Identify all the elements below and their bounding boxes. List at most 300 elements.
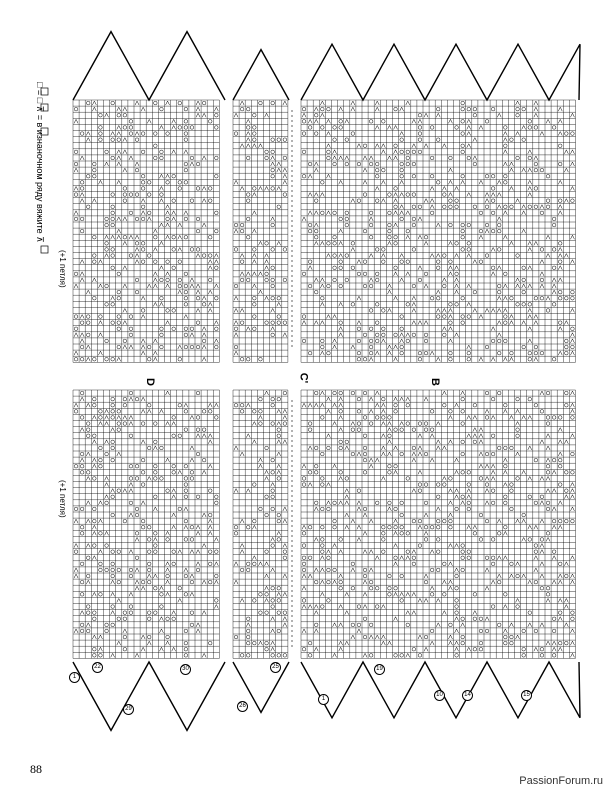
yarn-over-symbol — [424, 428, 428, 432]
yarn-over-symbol — [93, 654, 97, 658]
decrease-symbol — [528, 623, 532, 627]
yarn-over-symbol — [351, 452, 355, 456]
decrease-symbol — [277, 162, 281, 166]
yarn-over-symbol — [382, 260, 386, 264]
watermark: PassionForum.ru — [519, 775, 603, 787]
decrease-symbol — [166, 592, 170, 596]
decrease-symbol — [503, 458, 507, 462]
decrease-symbol — [351, 101, 355, 105]
decrease-symbol — [320, 568, 324, 572]
decrease-symbol — [503, 357, 507, 361]
decrease-symbol — [74, 629, 78, 633]
yarn-over-symbol — [345, 162, 349, 166]
decrease-symbol — [159, 266, 163, 270]
decrease-symbol — [339, 302, 343, 306]
yarn-over-symbol — [333, 278, 337, 282]
decrease-symbol — [528, 446, 532, 450]
decrease-symbol — [442, 611, 446, 615]
decrease-symbol — [558, 107, 562, 111]
yarn-over-symbol — [473, 440, 477, 444]
yarn-over-symbol — [147, 345, 151, 349]
decrease-symbol — [308, 446, 312, 450]
decrease-symbol — [497, 333, 501, 337]
yarn-over-symbol — [271, 605, 275, 609]
yarn-over-symbol — [375, 586, 379, 590]
yarn-over-symbol — [154, 611, 158, 615]
yarn-over-symbol — [504, 403, 508, 407]
yarn-over-symbol — [491, 229, 495, 233]
yarn-over-symbol — [246, 156, 250, 160]
yarn-over-symbol — [147, 550, 151, 554]
yarn-over-symbol — [208, 187, 212, 191]
decrease-symbol — [129, 550, 133, 554]
yarn-over-symbol — [196, 391, 200, 395]
decrease-symbol — [394, 562, 398, 566]
yarn-over-symbol — [473, 532, 477, 536]
yarn-over-symbol — [363, 574, 367, 578]
decrease-symbol — [339, 574, 343, 578]
decrease-symbol — [111, 235, 115, 239]
decrease-symbol — [564, 199, 568, 203]
decrease-symbol — [314, 321, 318, 325]
yarn-over-symbol — [271, 403, 275, 407]
decrease-symbol — [406, 397, 410, 401]
yarn-over-symbol — [129, 254, 133, 258]
decrease-symbol — [308, 574, 312, 578]
decrease-symbol — [412, 458, 416, 462]
decrease-symbol — [424, 647, 428, 651]
yarn-over-symbol — [412, 284, 416, 288]
yarn-over-symbol — [491, 397, 495, 401]
yarn-over-symbol — [265, 611, 269, 615]
yarn-over-symbol — [565, 132, 569, 136]
decrease-symbol — [448, 308, 452, 312]
decrease-symbol — [400, 556, 404, 560]
decrease-symbol — [394, 199, 398, 203]
decrease-symbol — [333, 580, 337, 584]
decrease-symbol — [528, 247, 532, 251]
decrease-symbol — [105, 495, 109, 499]
yarn-over-symbol — [424, 235, 428, 239]
decrease-symbol — [172, 489, 176, 493]
yarn-over-symbol — [184, 303, 188, 307]
decrease-symbol — [570, 351, 574, 355]
decrease-symbol — [271, 162, 275, 166]
yarn-over-symbol — [265, 550, 269, 554]
decrease-symbol — [394, 296, 398, 300]
decrease-symbol — [455, 641, 459, 645]
yarn-over-symbol — [240, 410, 244, 414]
decrease-symbol — [418, 235, 422, 239]
yarn-over-symbol — [80, 525, 84, 529]
decrease-symbol — [111, 132, 115, 136]
yarn-over-symbol — [400, 217, 404, 221]
yarn-over-symbol — [528, 611, 532, 615]
yarn-over-symbol — [277, 519, 281, 523]
chart-grid-panel — [301, 390, 576, 658]
decrease-symbol — [522, 125, 526, 129]
decrease-symbol — [430, 586, 434, 590]
yarn-over-symbol — [571, 519, 575, 523]
yarn-over-symbol — [461, 410, 465, 414]
yarn-over-symbol — [467, 242, 471, 246]
yarn-over-symbol — [271, 321, 275, 325]
yarn-over-symbol — [394, 464, 398, 468]
yarn-over-symbol — [412, 562, 416, 566]
yarn-over-symbol — [111, 156, 115, 160]
yarn-over-symbol — [467, 156, 471, 160]
decrease-symbol — [522, 537, 526, 541]
decrease-symbol — [363, 550, 367, 554]
yarn-over-symbol — [111, 223, 115, 227]
yarn-over-symbol — [184, 410, 188, 414]
decrease-symbol — [436, 623, 440, 627]
decrease-symbol — [564, 495, 568, 499]
decrease-symbol — [339, 403, 343, 407]
decrease-symbol — [92, 525, 96, 529]
yarn-over-symbol — [141, 187, 145, 191]
decrease-symbol — [326, 211, 330, 215]
decrease-symbol — [455, 470, 459, 474]
yarn-over-symbol — [455, 605, 459, 609]
yarn-over-symbol — [166, 278, 170, 282]
decrease-symbol — [387, 308, 391, 312]
decrease-symbol — [202, 357, 206, 361]
decrease-symbol — [351, 422, 355, 426]
decrease-symbol — [485, 617, 489, 621]
yarn-over-symbol — [424, 525, 428, 529]
yarn-over-symbol — [540, 211, 544, 215]
decrease-symbol — [98, 501, 102, 505]
yarn-over-symbol — [271, 296, 275, 300]
decrease-symbol — [202, 513, 206, 517]
decrease-symbol — [141, 211, 145, 215]
decrease-symbol — [345, 611, 349, 615]
yarn-over-symbol — [534, 403, 538, 407]
decrease-symbol — [564, 598, 568, 602]
yarn-over-symbol — [375, 339, 379, 343]
yarn-over-symbol — [528, 205, 532, 209]
decrease-symbol — [339, 647, 343, 651]
yarn-over-symbol — [497, 248, 501, 252]
yarn-over-symbol — [184, 107, 188, 111]
decrease-symbol — [418, 452, 422, 456]
yarn-over-symbol — [253, 126, 257, 130]
yarn-over-symbol — [184, 327, 188, 331]
yarn-over-symbol — [215, 495, 219, 499]
yarn-over-symbol — [571, 611, 575, 615]
yarn-over-symbol — [339, 580, 343, 584]
decrease-symbol — [196, 308, 200, 312]
decrease-symbol — [503, 483, 507, 487]
yarn-over-symbol — [430, 593, 434, 597]
yarn-over-symbol — [253, 113, 257, 117]
decrease-symbol — [208, 525, 212, 529]
decrease-symbol — [570, 162, 574, 166]
yarn-over-symbol — [388, 464, 392, 468]
decrease-symbol — [178, 235, 182, 239]
decrease-symbol — [430, 351, 434, 355]
yarn-over-symbol — [363, 458, 367, 462]
yarn-over-symbol — [327, 446, 331, 450]
decrease-symbol — [345, 119, 349, 123]
decrease-symbol — [117, 107, 121, 111]
decrease-symbol — [314, 403, 318, 407]
yarn-over-symbol — [327, 242, 331, 246]
yarn-over-symbol — [369, 339, 373, 343]
yarn-over-symbol — [80, 132, 84, 136]
yarn-over-symbol — [357, 410, 361, 414]
decrease-symbol — [394, 211, 398, 215]
decrease-symbol — [522, 229, 526, 233]
decrease-symbol — [184, 507, 188, 511]
yarn-over-symbol — [552, 248, 556, 252]
yarn-over-symbol — [314, 290, 318, 294]
decrease-symbol — [153, 247, 157, 251]
yarn-over-symbol — [93, 260, 97, 264]
decrease-symbol — [442, 278, 446, 282]
decrease-symbol — [159, 302, 163, 306]
yarn-over-symbol — [86, 333, 90, 337]
stitch-increase-note-bottom: (+1 петля) — [58, 480, 67, 518]
decrease-symbol — [333, 315, 337, 319]
decrease-symbol — [339, 641, 343, 645]
yarn-over-symbol — [412, 217, 416, 221]
decrease-symbol — [394, 544, 398, 548]
yarn-over-symbol — [141, 242, 145, 246]
chart-grid-panel — [73, 100, 219, 362]
decrease-symbol — [406, 235, 410, 239]
yarn-over-symbol — [424, 483, 428, 487]
decrease-symbol — [314, 605, 318, 609]
yarn-over-symbol — [418, 357, 422, 361]
decrease-symbol — [265, 260, 269, 264]
yarn-over-symbol — [321, 126, 325, 130]
yarn-over-symbol — [510, 562, 514, 566]
decrease-symbol — [436, 446, 440, 450]
yarn-over-symbol — [351, 242, 355, 246]
decrease-symbol — [117, 217, 121, 221]
decrease-symbol — [485, 199, 489, 203]
yarn-over-symbol — [246, 568, 250, 572]
decrease-symbol — [135, 162, 139, 166]
yarn-over-symbol — [129, 211, 133, 215]
decrease-symbol — [418, 321, 422, 325]
decrease-symbol — [308, 266, 312, 270]
decrease-symbol — [558, 327, 562, 331]
yarn-over-symbol — [467, 351, 471, 355]
yarn-over-symbol — [190, 538, 194, 542]
decrease-symbol — [522, 519, 526, 523]
yarn-over-symbol — [504, 272, 508, 276]
decrease-symbol — [558, 452, 562, 456]
decrease-symbol — [570, 641, 574, 645]
yarn-over-symbol — [546, 464, 550, 468]
decrease-symbol — [467, 132, 471, 136]
yarn-over-symbol — [418, 126, 422, 130]
yarn-over-symbol — [394, 586, 398, 590]
yarn-over-symbol — [240, 229, 244, 233]
decrease-symbol — [135, 260, 139, 264]
yarn-over-symbol — [74, 107, 78, 111]
yarn-over-symbol — [208, 410, 212, 414]
decrease-symbol — [394, 156, 398, 160]
decrease-symbol — [381, 446, 385, 450]
yarn-over-symbol — [277, 538, 281, 542]
yarn-over-symbol — [271, 495, 275, 499]
yarn-over-symbol — [369, 654, 373, 658]
yarn-over-symbol — [86, 471, 90, 475]
yarn-over-symbol — [528, 303, 532, 307]
yarn-over-symbol — [86, 629, 90, 633]
yarn-over-symbol — [357, 623, 361, 627]
decrease-symbol — [503, 138, 507, 142]
yarn-over-symbol — [461, 315, 465, 319]
decrease-symbol — [196, 629, 200, 633]
decrease-symbol — [570, 507, 574, 511]
yarn-over-symbol — [455, 272, 459, 276]
yarn-over-symbol — [86, 574, 90, 578]
decrease-symbol — [491, 357, 495, 361]
decrease-symbol — [283, 101, 287, 105]
yarn-over-symbol — [265, 647, 269, 651]
decrease-symbol — [214, 284, 218, 288]
yarn-over-symbol — [208, 562, 212, 566]
yarn-over-symbol — [202, 339, 206, 343]
yarn-over-symbol — [283, 654, 287, 658]
decrease-symbol — [172, 647, 176, 651]
decrease-symbol — [424, 574, 428, 578]
decrease-symbol — [271, 308, 275, 312]
decrease-symbol — [509, 186, 513, 190]
yarn-over-symbol — [271, 333, 275, 337]
yarn-over-symbol — [160, 296, 164, 300]
decrease-symbol — [546, 537, 550, 541]
yarn-over-symbol — [516, 434, 520, 438]
yarn-over-symbol — [93, 357, 97, 361]
yarn-over-symbol — [129, 477, 133, 481]
decrease-symbol — [326, 409, 330, 413]
yarn-over-symbol — [105, 629, 109, 633]
yarn-over-symbol — [443, 403, 447, 407]
decrease-symbol — [540, 440, 544, 444]
yarn-over-symbol — [400, 150, 404, 154]
decrease-symbol — [265, 476, 269, 480]
decrease-symbol — [141, 345, 145, 349]
decrease-symbol — [375, 125, 379, 129]
yarn-over-symbol — [308, 284, 312, 288]
decrease-symbol — [246, 132, 250, 136]
decrease-symbol — [369, 409, 373, 413]
yarn-over-symbol — [74, 150, 78, 154]
yarn-over-symbol — [93, 434, 97, 438]
decrease-symbol — [528, 193, 532, 197]
decrease-symbol — [153, 339, 157, 343]
yarn-over-symbol — [80, 623, 84, 627]
yarn-over-symbol — [147, 181, 151, 185]
yarn-over-symbol — [277, 205, 281, 209]
yarn-over-symbol — [479, 211, 483, 215]
decrease-symbol — [345, 513, 349, 517]
yarn-over-symbol — [265, 156, 269, 160]
decrease-symbol — [516, 132, 520, 136]
yarn-over-symbol — [552, 629, 556, 633]
decrease-symbol — [240, 101, 244, 105]
decrease-symbol — [558, 428, 562, 432]
decrease-symbol — [74, 519, 78, 523]
yarn-over-symbol — [504, 339, 508, 343]
yarn-over-symbol — [141, 525, 145, 529]
yarn-over-symbol — [184, 162, 188, 166]
yarn-over-symbol — [93, 254, 97, 258]
yarn-over-symbol — [339, 391, 343, 395]
yarn-over-symbol — [418, 205, 422, 209]
yarn-over-symbol — [277, 629, 281, 633]
decrease-symbol — [271, 483, 275, 487]
yarn-over-symbol — [302, 483, 306, 487]
yarn-over-symbol — [240, 260, 244, 264]
decrease-symbol — [485, 229, 489, 233]
yarn-over-symbol — [339, 440, 343, 444]
decrease-symbol — [503, 470, 507, 474]
decrease-symbol — [320, 321, 324, 325]
yarn-over-symbol — [160, 193, 164, 197]
yarn-over-symbol — [178, 126, 182, 130]
decrease-symbol — [528, 168, 532, 172]
yarn-over-symbol — [265, 513, 269, 517]
decrease-symbol — [277, 302, 281, 306]
yarn-over-symbol — [246, 126, 250, 130]
yarn-over-symbol — [277, 296, 281, 300]
yarn-over-symbol — [308, 654, 312, 658]
yarn-over-symbol — [321, 345, 325, 349]
decrease-symbol — [80, 260, 84, 264]
yarn-over-symbol — [302, 532, 306, 536]
yarn-over-symbol — [534, 345, 538, 349]
yarn-over-symbol — [369, 223, 373, 227]
yarn-over-symbol — [302, 568, 306, 572]
decrease-symbol — [436, 357, 440, 361]
decrease-symbol — [92, 440, 96, 444]
yarn-over-symbol — [184, 126, 188, 130]
yarn-over-symbol — [516, 428, 520, 432]
decrease-symbol — [258, 562, 262, 566]
decrease-symbol — [234, 180, 238, 184]
decrease-symbol — [123, 266, 127, 270]
yarn-over-symbol — [351, 562, 355, 566]
decrease-symbol — [522, 211, 526, 215]
yarn-over-symbol — [516, 303, 520, 307]
yarn-over-symbol — [565, 391, 569, 395]
yarn-over-symbol — [449, 477, 453, 481]
decrease-symbol — [558, 266, 562, 270]
yarn-over-symbol — [86, 321, 90, 325]
yarn-over-symbol — [546, 507, 550, 511]
decrease-symbol — [80, 333, 84, 337]
yarn-over-symbol — [172, 174, 176, 178]
decrease-symbol — [497, 205, 501, 209]
yarn-over-symbol — [461, 296, 465, 300]
decrease-symbol — [214, 254, 218, 258]
decrease-symbol — [184, 211, 188, 215]
yarn-over-symbol — [461, 544, 465, 548]
decrease-symbol — [159, 186, 163, 190]
yarn-over-symbol — [363, 357, 367, 361]
decrease-symbol — [246, 119, 250, 123]
yarn-over-symbol — [246, 199, 250, 203]
decrease-symbol — [135, 247, 139, 251]
yarn-over-symbol — [461, 223, 465, 227]
